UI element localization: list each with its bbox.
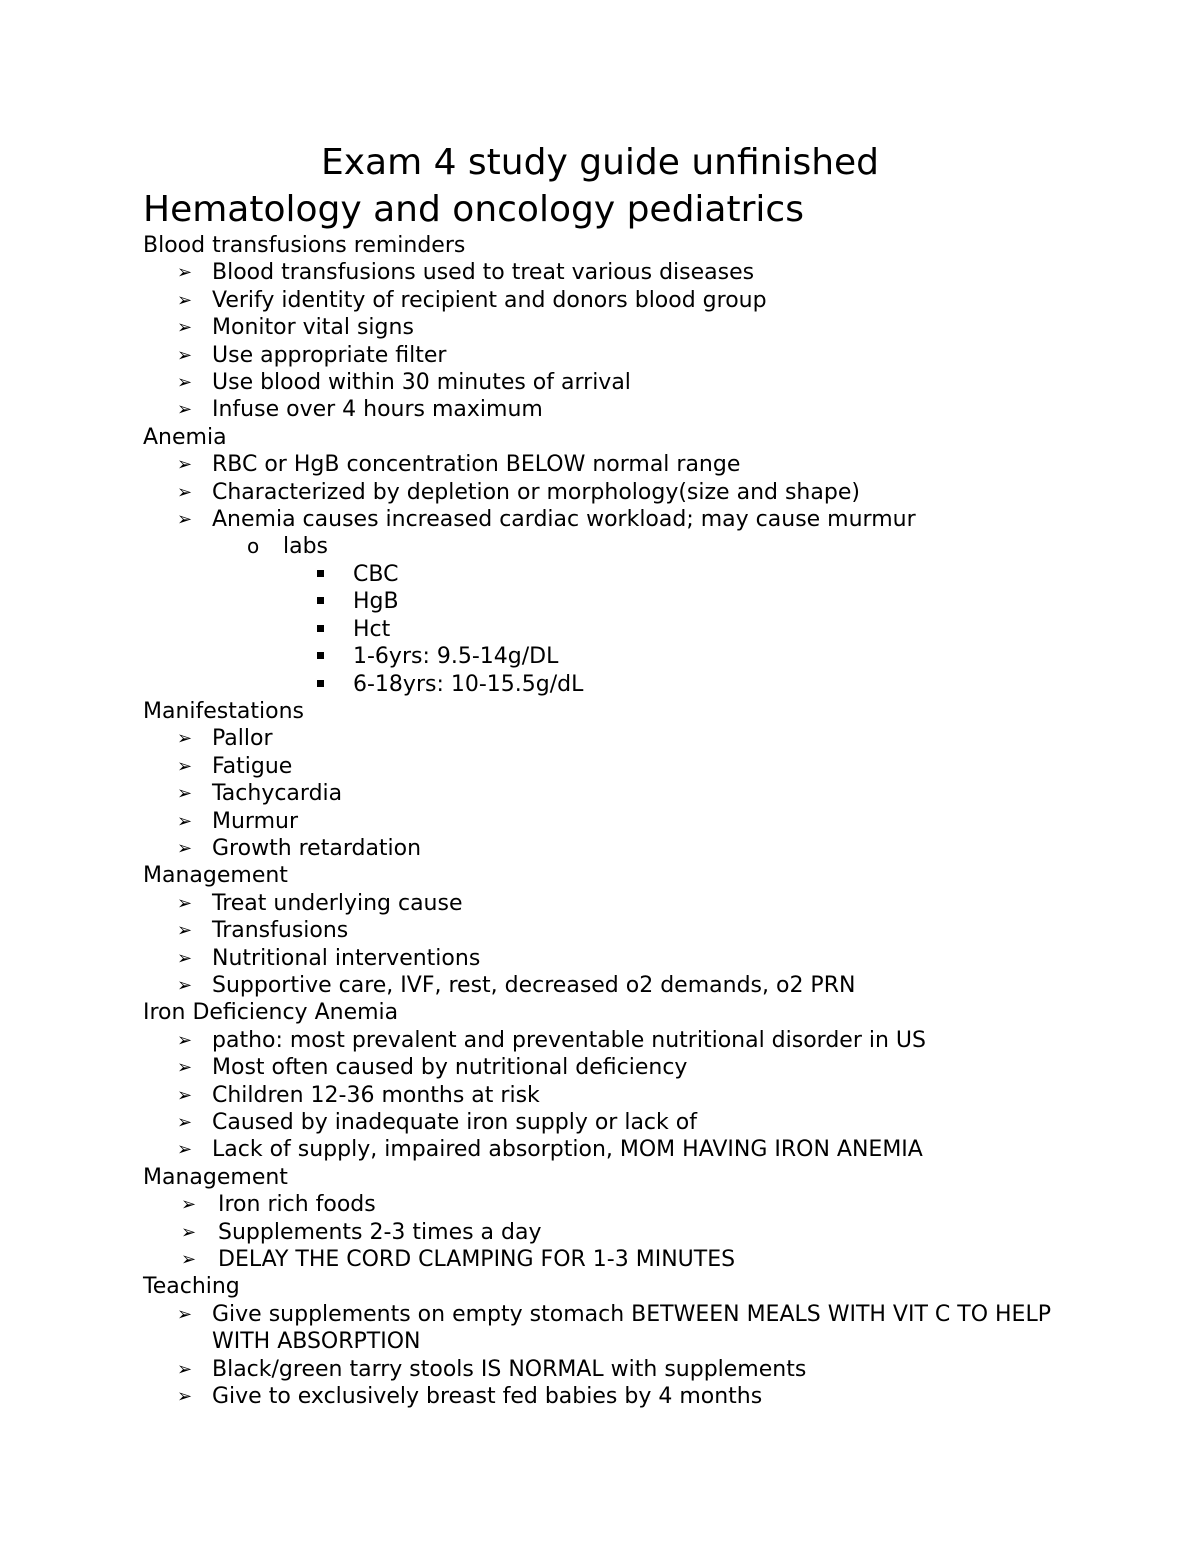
iron-deficiency-list — [143, 1027, 1063, 1164]
arrow-bullet-icon: ➢ — [177, 289, 193, 311]
list-item: ➢ Iron rich foods — [181, 1192, 376, 1218]
square-bullet-icon — [317, 652, 324, 659]
list-item: ➢ Growth retardation — [177, 835, 422, 861]
arrow-bullet-icon: ➢ — [181, 1221, 197, 1243]
list-item: ➢ Supplements 2-3 times a day — [181, 1219, 542, 1245]
square-bullet-icon — [317, 680, 324, 687]
arrow-bullet-icon: ➢ — [177, 454, 193, 476]
iron-management-list — [143, 1191, 1063, 1273]
list-item: ➢ Blood transfusions used to treat various diseases — [177, 260, 755, 286]
section-heading-manifestations: Manifestations — [143, 698, 304, 724]
list-item: Hct — [143, 616, 1063, 643]
list-item: ➢ Pallor — [177, 726, 273, 752]
list-item: ➢ Children 12-36 months at risk — [177, 1082, 540, 1108]
arrow-bullet-icon: ➢ — [177, 755, 193, 777]
arrow-bullet-icon: ➢ — [177, 947, 193, 969]
list-item: ➢ Fatigue — [177, 753, 293, 779]
page-title: Exam 4 study guide unfinished — [320, 142, 880, 183]
arrow-bullet-icon: ➢ — [177, 1112, 193, 1133]
list-item: ➢ Supportive care, IVF, rest, decreased o2 demands, o2 PRN — [177, 972, 856, 998]
arrow-bullet-icon: ➢ — [177, 1386, 193, 1408]
arrow-bullet-icon: ➢ — [177, 810, 193, 832]
square-bullet-icon — [317, 570, 324, 577]
arrow-bullet-icon: ➢ — [177, 262, 193, 284]
arrow-bullet-icon: ➢ — [177, 372, 193, 394]
list-item: ➢ Black/green tarry stools IS NORMAL with supplements — [177, 1356, 807, 1382]
list-item: 6-18yrs: 10-15.5g/dL — [143, 671, 1063, 698]
arrow-bullet-icon: ➢ — [177, 1084, 193, 1106]
section-heading-iron-deficiency-anemia: Iron Deficiency Anemia — [143, 1000, 399, 1026]
list-item: ➢ Monitor vital signs — [177, 315, 414, 341]
list-item: ➢ Most often caused by nutritional deficiency — [177, 1055, 688, 1081]
square-bullet-icon — [317, 597, 324, 604]
arrow-bullet-icon: ➢ — [177, 1358, 193, 1380]
list-item: o labs — [247, 534, 329, 560]
arrow-bullet-icon: ➢ — [177, 344, 193, 366]
arrow-bullet-icon: ➢ — [181, 1194, 197, 1216]
teaching-list — [143, 1301, 1063, 1411]
circle-bullet-icon: o — [247, 534, 260, 559]
list-item: 1-6yrs: 9.5-14g/DL — [143, 643, 1063, 670]
list-item: ➢ Transfusions — [177, 918, 349, 944]
arrow-bullet-icon: ➢ — [177, 920, 193, 942]
section-heading-anemia: Anemia — [143, 424, 227, 450]
section-heading-teaching: Teaching — [143, 1274, 240, 1300]
list-item: ➢ Tachycardia — [177, 781, 343, 807]
list-item: ➢ Give to exclusively breast fed babies by 4 months — [177, 1384, 763, 1410]
arrow-bullet-icon: ➢ — [181, 1249, 197, 1271]
list-item: ➢ Infuse over 4 hours maximum — [177, 397, 543, 423]
section-heading-management-iron: Management — [143, 1164, 288, 1190]
arrow-bullet-icon: ➢ — [177, 1029, 193, 1051]
arrow-bullet-icon: ➢ — [177, 509, 193, 531]
list-item: ➢ RBC or HgB concentration BELOW normal range — [177, 452, 741, 478]
list-item: ➢ Nutritional interventions — [177, 945, 481, 971]
manifestations-list — [143, 725, 1063, 862]
section-heading-transfusions: Blood transfusions reminders — [143, 233, 466, 258]
list-item: ➢ Give supplements on empty stomach BETWEEN MEALS WITH VIT C TO HELP WITH ABSORPTION — [177, 1301, 1051, 1355]
list-item: ➢ Caused by inadequate iron supply or lack of — [177, 1110, 697, 1135]
square-bullet-icon — [317, 625, 324, 632]
anemia-list — [143, 451, 1063, 533]
list-item: ➢ Characterized by depletion or morphology(size and shape) — [177, 479, 860, 505]
list-item: ➢ Use blood within 30 minutes of arrival — [177, 370, 631, 396]
section-heading-management: Management — [143, 863, 288, 889]
arrow-bullet-icon: ➢ — [177, 317, 193, 339]
list-item: HgB — [143, 588, 1063, 615]
arrow-bullet-icon: ➢ — [177, 837, 193, 859]
arrow-bullet-icon: ➢ — [177, 892, 193, 914]
list-item: ➢ Use appropriate filter — [177, 342, 447, 368]
list-item: ➢ Verify identity of recipient and donors blood group — [177, 287, 767, 313]
list-item: CBC — [143, 561, 1063, 588]
list-item: ➢ DELAY THE CORD CLAMPING FOR 1-3 MINUTES — [181, 1247, 736, 1273]
management-list — [143, 890, 1063, 1000]
arrow-bullet-icon: ➢ — [177, 728, 193, 750]
arrow-bullet-icon: ➢ — [177, 783, 193, 805]
list-item: ➢ patho: most prevalent and preventable nutritional disorder in US — [177, 1027, 926, 1053]
list-item: ➢ Treat underlying cause — [177, 890, 463, 916]
list-item: ➢ Anemia causes increased cardiac workload; may cause murmur — [177, 507, 916, 533]
list-item: ➢ Murmur — [177, 808, 299, 834]
arrow-bullet-icon: ➢ — [177, 399, 193, 421]
arrow-bullet-icon: ➢ — [177, 481, 193, 503]
arrow-bullet-icon: ➢ — [177, 974, 193, 996]
transfusions-list — [143, 259, 1063, 423]
arrow-bullet-icon: ➢ — [177, 1303, 193, 1325]
labs-list — [143, 561, 1063, 698]
document-body — [143, 232, 1063, 1410]
anemia-sub-list — [143, 533, 1063, 560]
arrow-bullet-icon: ➢ — [177, 1057, 193, 1079]
page-subtitle: Hematology and oncology pediatrics — [143, 189, 804, 230]
list-item: ➢ Lack of supply, impaired absorption, MOM HAVING IRON ANEMIA — [177, 1137, 923, 1163]
arrow-bullet-icon: ➢ — [177, 1139, 193, 1161]
